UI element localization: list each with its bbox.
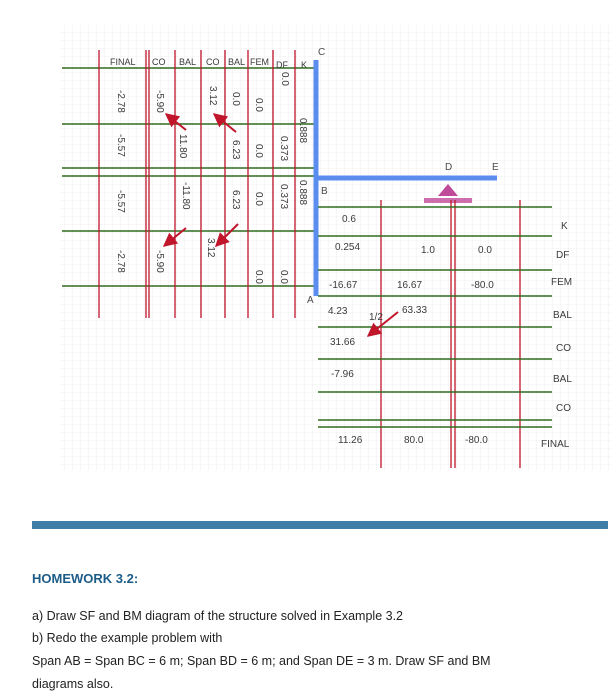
header-fem: FEM bbox=[250, 57, 269, 67]
row-label-fem: FEM bbox=[551, 277, 573, 288]
section-divider bbox=[32, 521, 608, 529]
header-co-2: CO bbox=[206, 57, 220, 67]
header-bal: BAL bbox=[179, 57, 197, 67]
header-co: CO bbox=[152, 57, 166, 67]
row-label-co: CO bbox=[556, 343, 571, 354]
bd-bal: 4.23 bbox=[328, 306, 348, 317]
bd-co: 31.66 bbox=[330, 337, 356, 348]
row-label-co-2: CO bbox=[556, 403, 571, 414]
ab-fem: 0.0 bbox=[253, 270, 264, 284]
cb-co2: -5.90 bbox=[154, 90, 165, 113]
row-label-k: K bbox=[561, 221, 568, 232]
cb-fem: 0.0 bbox=[253, 98, 264, 112]
ba-final: -5.57 bbox=[115, 190, 126, 213]
header-bal-2: BAL bbox=[228, 57, 246, 67]
ba-co1: -11.80 bbox=[180, 182, 191, 210]
header-final: FINAL bbox=[110, 57, 136, 67]
bd-bal2: -7.96 bbox=[331, 369, 354, 380]
carry-over-factor: 1/2 bbox=[369, 312, 383, 323]
bd-k: 0.6 bbox=[342, 214, 356, 225]
bc-final: -5.57 bbox=[115, 134, 126, 157]
row-label-final: FINAL bbox=[541, 439, 570, 450]
header-df: DF bbox=[276, 60, 288, 70]
k-value-cb: 0.888 bbox=[297, 118, 308, 144]
bd-df: 0.254 bbox=[335, 242, 361, 253]
cb-bal1: 0.0 bbox=[230, 92, 241, 106]
de-df: 0.0 bbox=[478, 245, 492, 256]
de-fem: -80.0 bbox=[471, 280, 494, 291]
bc-bal1: 6.23 bbox=[230, 140, 241, 160]
ab-co2: -5.90 bbox=[154, 250, 165, 273]
header-k: K bbox=[301, 60, 308, 70]
bc-df: 0.373 bbox=[278, 136, 289, 162]
ba-df: 0.373 bbox=[278, 184, 289, 210]
node-e-label: E bbox=[492, 162, 499, 173]
homework-line-a: a) Draw SF and BM diagram of the structure solved in Example 3.2 bbox=[32, 609, 403, 623]
ab-co1: 3.12 bbox=[205, 238, 216, 258]
homework-line-b: b) Redo the example problem with bbox=[32, 631, 223, 645]
node-a-label: A bbox=[307, 295, 314, 306]
homework-line-d: diagrams also. bbox=[32, 677, 114, 691]
ab-df: 0.0 bbox=[278, 270, 289, 284]
cb-co1: 3.12 bbox=[207, 86, 218, 106]
row-label-bal-2: BAL bbox=[553, 374, 572, 385]
row-label-df: DF bbox=[556, 250, 570, 261]
bd-fem: -16.67 bbox=[329, 280, 358, 291]
bc-fem: 0.0 bbox=[253, 144, 264, 158]
db-final: 80.0 bbox=[404, 435, 424, 446]
ba-fem: 0.0 bbox=[253, 192, 264, 206]
de-final: -80.0 bbox=[465, 435, 488, 446]
cb-df: 0.0 bbox=[279, 72, 290, 86]
homework-title: HOMEWORK 3.2: bbox=[32, 571, 139, 586]
cb-final: -2.78 bbox=[115, 90, 126, 113]
k-value-ba: 0.888 bbox=[297, 180, 308, 206]
ba-bal1: 6.23 bbox=[230, 190, 241, 210]
bc-co1: 11.80 bbox=[177, 134, 188, 159]
bd-final: 11.26 bbox=[338, 435, 363, 446]
db-fem: 16.67 bbox=[397, 280, 423, 291]
db-df: 1.0 bbox=[421, 245, 435, 256]
ab-final: -2.78 bbox=[115, 250, 126, 273]
db-bal: 63.33 bbox=[402, 305, 428, 316]
node-b-label: B bbox=[321, 186, 328, 197]
row-label-bal: BAL bbox=[553, 310, 572, 321]
homework-line-c: Span AB = Span BC = 6 m; Span BD = 6 m; and Span DE = 3 m. Draw SF and BM bbox=[32, 654, 491, 668]
node-d-label: D bbox=[445, 162, 453, 173]
node-c-label: C bbox=[318, 47, 326, 58]
